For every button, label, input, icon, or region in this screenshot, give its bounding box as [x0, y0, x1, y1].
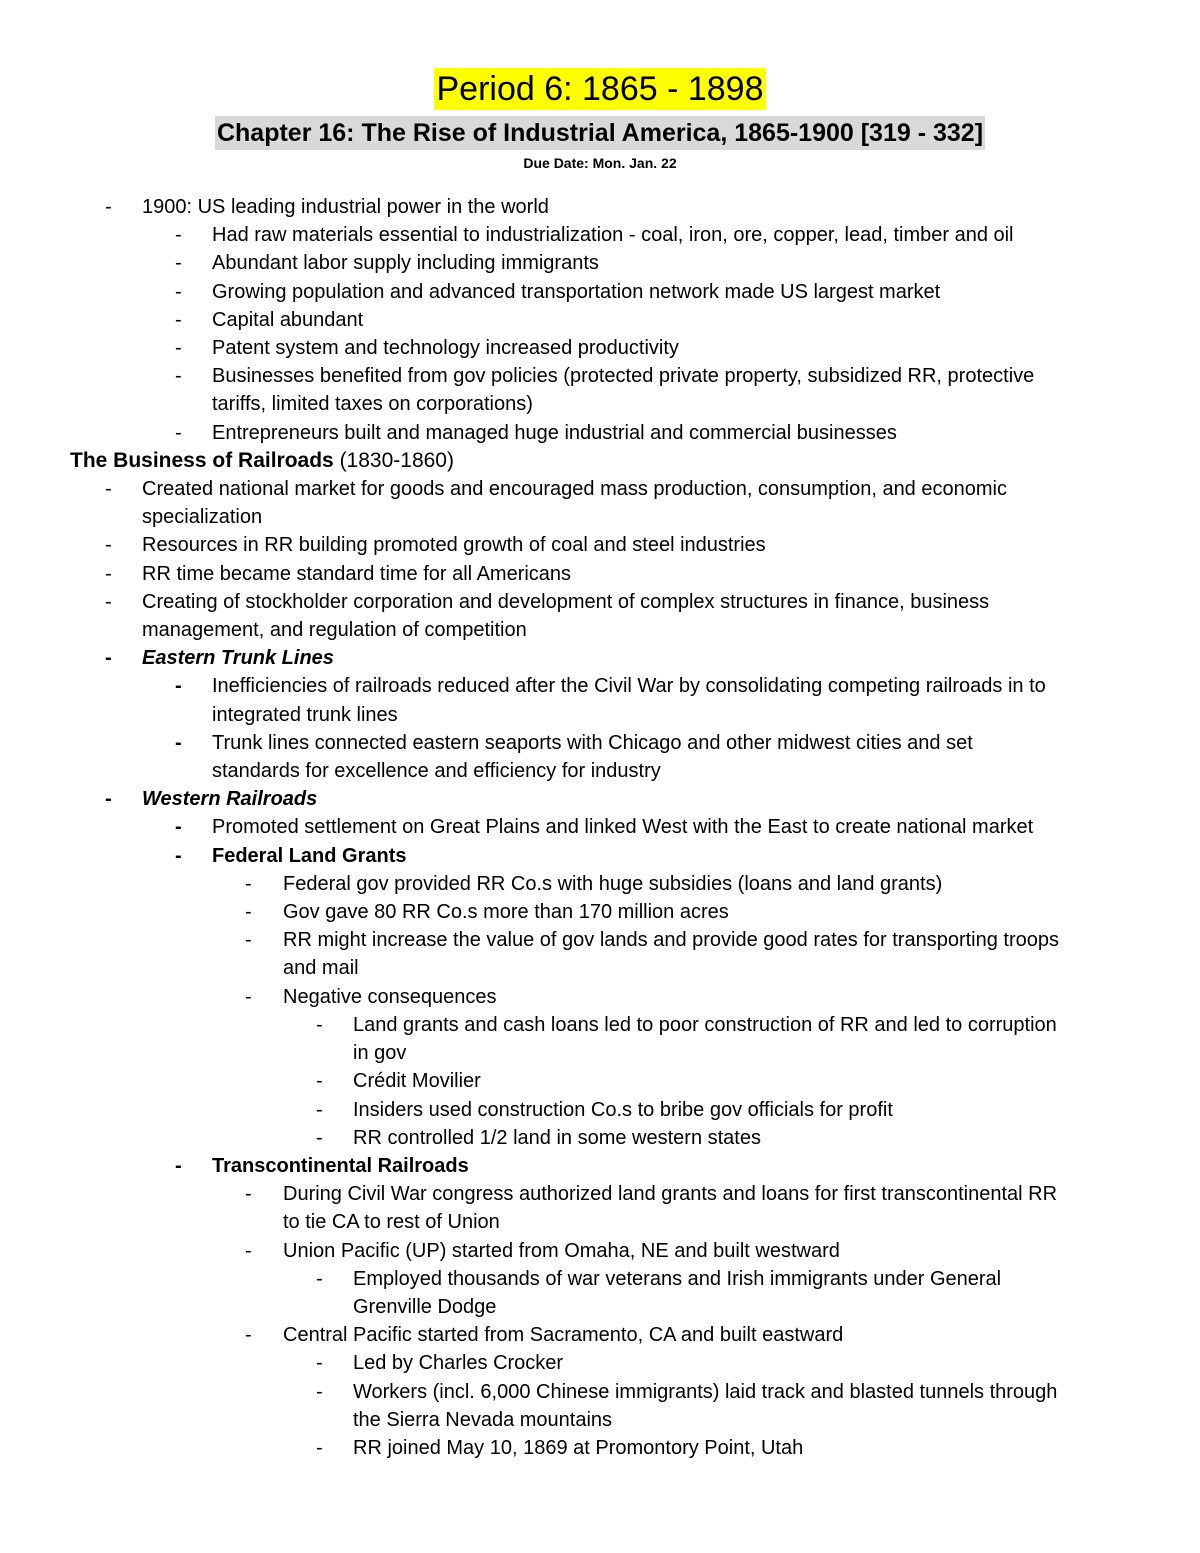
bullet-line — [0, 672, 1200, 700]
bullet-text: Abundant labor supply including immigrants — [212, 252, 599, 275]
bullet-dash: - — [316, 1013, 323, 1036]
bullet-continuation — [0, 1406, 1200, 1434]
bullet-line — [0, 729, 1200, 757]
bullet-dash: - — [245, 985, 252, 1008]
bullet-line — [0, 588, 1200, 616]
bullet-continuation — [0, 1039, 1200, 1067]
bullet-text: Created national market for goods and encouraged mass production, consumption, and economic — [142, 478, 1007, 501]
bullet-text: in gov — [353, 1042, 407, 1065]
bullet-text: Patent system and technology increased productivity — [212, 337, 679, 360]
bullet-text: Businesses benefited from gov policies (protected private property, subsidized RR, protective — [212, 365, 1035, 388]
bullet-dash: - — [175, 224, 182, 247]
bullet-line — [0, 419, 1200, 447]
bullet-continuation — [0, 503, 1200, 531]
due-date: Due Date: Mon. Jan. 22 — [523, 155, 677, 171]
bullet-text: Workers (incl. 6,000 Chinese immigrants) laid track and blasted tunnels through — [353, 1380, 1058, 1403]
bullet-text: to tie CA to rest of Union — [283, 1211, 500, 1234]
subheading-western-railroads — [0, 785, 1200, 813]
bullet-dash: - — [175, 280, 182, 303]
bullet-text: RR time became standard time for all Americans — [142, 562, 572, 585]
bullet-continuation — [0, 954, 1200, 982]
bullet-dash: - — [105, 590, 112, 613]
bullet-line — [0, 983, 1200, 1011]
bullet-dash: - — [175, 1154, 182, 1177]
subheading-eastern-trunk-lines — [0, 644, 1200, 672]
section-heading — [0, 447, 1200, 475]
bullet-line — [0, 1067, 1200, 1095]
bullet-line — [0, 1124, 1200, 1152]
bullet-line — [0, 475, 1200, 503]
period-title: Period 6: 1865 - 1898 — [436, 70, 764, 108]
bullet-text: standards for excellence and efficiency for industry — [212, 760, 661, 783]
bullet-text: RR joined May 10, 1869 at Promontory Point, Utah — [353, 1436, 804, 1459]
bullet-line — [0, 1434, 1200, 1462]
bullet-text: Gov gave 80 RR Co.s more than 170 million acres — [283, 901, 729, 924]
bullet-text: Trunk lines connected eastern seaports with Chicago and other midwest cities and set — [212, 731, 973, 754]
bullet-dash: - — [245, 1183, 252, 1206]
bullet-dash: - — [316, 1126, 323, 1149]
bullet-line — [0, 1265, 1200, 1293]
subheading-transcontinental-railroads — [0, 1152, 1200, 1180]
bullet-line — [0, 249, 1200, 277]
bullet-dash: - — [175, 731, 182, 754]
bullet-dash: - — [175, 252, 182, 275]
notes-body — [0, 193, 1200, 1462]
bullet-line — [0, 306, 1200, 334]
bullet-dash: - — [175, 844, 182, 867]
bullet-continuation — [0, 390, 1200, 418]
bullet-dash: - — [175, 365, 182, 388]
subheading-text: Eastern Trunk Lines — [142, 647, 334, 670]
subheading-federal-land-grants — [0, 842, 1200, 870]
bullet-text: During Civil War congress authorized land grants and loans for first transcontinental RR — [283, 1183, 1058, 1206]
bullet-line — [0, 813, 1200, 841]
bullet-text: and mail — [283, 957, 359, 980]
bullet-line — [0, 531, 1200, 559]
subheading-text: Federal Land Grants — [212, 844, 407, 867]
bullet-line — [0, 334, 1200, 362]
bullet-text: the Sierra Nevada mountains — [353, 1408, 613, 1431]
bullet-line — [0, 362, 1200, 390]
bullet-line — [0, 193, 1200, 221]
bullet-line — [0, 926, 1200, 954]
bullet-dash: - — [175, 308, 182, 331]
bullet-dash: - — [316, 1098, 323, 1121]
bullet-line — [0, 1349, 1200, 1377]
bullet-dash: - — [105, 788, 112, 811]
bullet-line — [0, 1237, 1200, 1265]
bullet-line — [0, 898, 1200, 926]
bullet-line — [0, 870, 1200, 898]
bullet-line — [0, 278, 1200, 306]
bullet-line — [0, 1096, 1200, 1124]
bullet-dash: - — [105, 478, 112, 501]
bullet-dash: - — [245, 872, 252, 895]
bullet-text: Federal gov provided RR Co.s with huge subsidies (loans and land grants) — [283, 872, 943, 895]
bullet-text: Led by Charles Crocker — [353, 1352, 564, 1375]
bullet-dash: - — [316, 1352, 323, 1375]
bullet-dash: - — [316, 1267, 323, 1290]
section-heading-bold: The Business of Railroads — [70, 448, 334, 472]
bullet-dash: - — [316, 1070, 323, 1093]
subheading-text: Western Railroads — [142, 788, 318, 811]
bullet-dash: - — [175, 816, 182, 839]
bullet-continuation — [0, 1293, 1200, 1321]
bullet-text: tariffs, limited taxes on corporations) — [212, 393, 533, 416]
bullet-dash: - — [175, 421, 182, 444]
bullet-continuation — [0, 757, 1200, 785]
bullet-text: Insiders used construction Co.s to bribe gov officials for profit — [353, 1098, 893, 1121]
bullet-text: Had raw materials essential to industrialization - coal, iron, ore, copper, lead, timber and oil — [212, 224, 1014, 247]
subheading-text: Transcontinental Railroads — [212, 1154, 469, 1177]
bullet-line — [0, 1378, 1200, 1406]
bullet-text: RR might increase the value of gov lands and provide good rates for transporting troops — [283, 929, 1059, 952]
bullet-dash: - — [245, 1324, 252, 1347]
bullet-dash: - — [105, 562, 112, 585]
bullet-dash: - — [175, 675, 182, 698]
bullet-text: Central Pacific started from Sacramento, CA and built eastward — [283, 1324, 844, 1347]
bullet-text: Promoted settlement on Great Plains and linked West with the East to create national market — [212, 816, 1034, 839]
bullet-dash: - — [105, 534, 112, 557]
bullet-dash: - — [316, 1380, 323, 1403]
bullet-text: Resources in RR building promoted growth of coal and steel industries — [142, 534, 766, 557]
bullet-dash: - — [245, 901, 252, 924]
bullet-dash: - — [105, 196, 112, 218]
chapter-title: Chapter 16: The Rise of Industrial America, 1865-1900 [319 - 332] — [215, 116, 985, 150]
bullet-text: integrated trunk lines — [212, 703, 398, 726]
bullet-dash: - — [316, 1436, 323, 1459]
bullet-dash: - — [175, 337, 182, 360]
bullet-line — [0, 560, 1200, 588]
bullet-text: Employed thousands of war veterans and Irish immigrants under General — [353, 1267, 1002, 1290]
bullet-line — [0, 1180, 1200, 1208]
bullet-line — [0, 1321, 1200, 1349]
bullet-text: Capital abundant — [212, 308, 364, 331]
section-heading-dates: (1830-1860) — [333, 448, 454, 472]
bullet-line — [0, 1011, 1200, 1039]
bullet-text: Union Pacific (UP) started from Omaha, NE and built westward — [283, 1239, 840, 1262]
bullet-text: Creating of stockholder corporation and development of complex structures in finance, business — [142, 590, 990, 613]
bullet-text: 1900: US leading industrial power in the world — [142, 196, 549, 218]
bullet-text: Entrepreneurs built and managed huge industrial and commercial businesses — [212, 421, 897, 444]
bullet-text: management, and regulation of competition — [142, 619, 527, 642]
bullet-line — [0, 221, 1200, 249]
bullet-text: Growing population and advanced transportation network made US largest market — [212, 280, 941, 303]
bullet-text: Inefficiencies of railroads reduced after the Civil War by consolidating competing railroads in to — [212, 675, 1046, 698]
bullet-continuation — [0, 1208, 1200, 1236]
bullet-dash: - — [105, 647, 112, 670]
bullet-text: Negative consequences — [283, 985, 497, 1008]
bullet-continuation — [0, 701, 1200, 729]
bullet-text: Crédit Movilier — [353, 1070, 481, 1093]
bullet-dash: - — [245, 929, 252, 952]
bullet-text: RR controlled 1/2 land in some western states — [353, 1126, 761, 1149]
bullet-continuation — [0, 616, 1200, 644]
bullet-dash: - — [245, 1239, 252, 1262]
bullet-text: specialization — [142, 506, 263, 529]
bullet-text: Grenville Dodge — [353, 1295, 497, 1318]
bullet-text: Land grants and cash loans led to poor construction of RR and led to corruption — [353, 1013, 1057, 1036]
